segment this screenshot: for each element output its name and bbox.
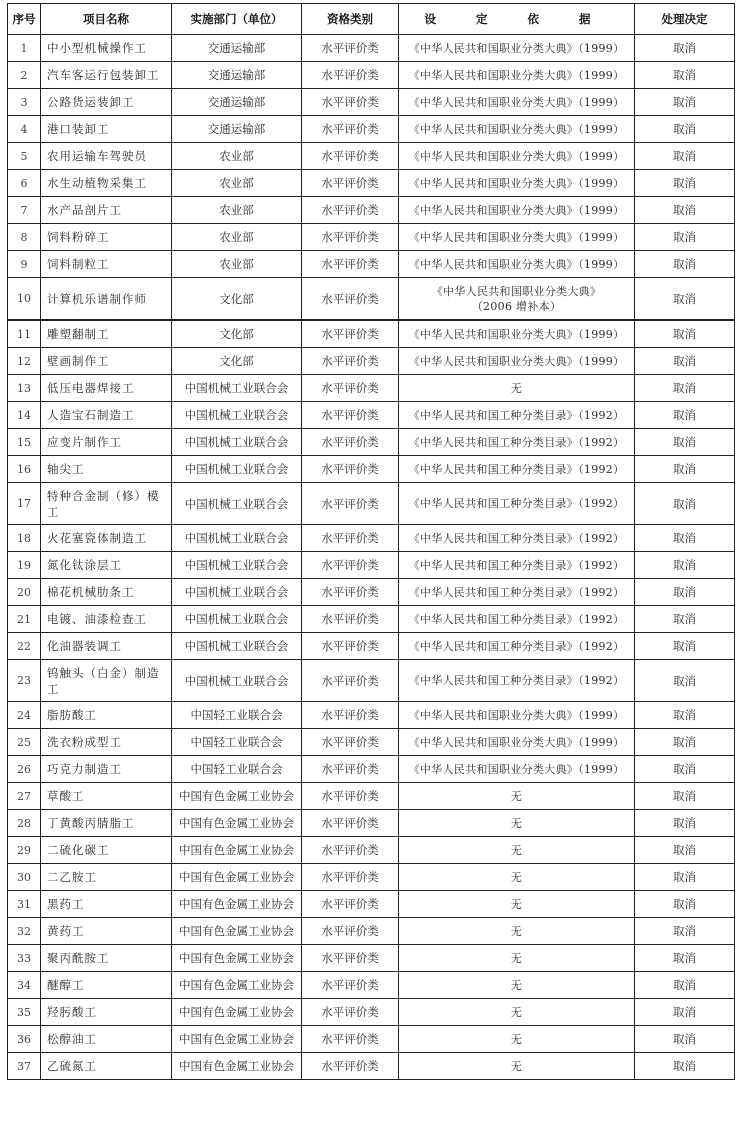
department-cell: 交通运输部 <box>172 35 302 62</box>
basis-cell: 《中华人民共和国职业分类大典》（1999） <box>399 143 635 170</box>
item-name-cell: 羟肟酸工 <box>41 999 172 1026</box>
decision-cell: 取消 <box>635 224 735 251</box>
table-row <box>8 251 735 278</box>
qualification-category-cell: 水平评价类 <box>302 62 399 89</box>
row-index-cell: 21 <box>8 606 41 633</box>
table-row <box>8 891 735 918</box>
basis-cell: 《中华人民共和国工种分类目录》（1992） <box>399 633 635 660</box>
item-name-cell: 钨触头（白金）制造工 <box>41 660 172 702</box>
decision-cell: 取消 <box>635 143 735 170</box>
table-row <box>8 702 735 729</box>
basis-cell: 《中华人民共和国职业分类大典》（1999） <box>399 756 635 783</box>
decision-cell: 取消 <box>635 783 735 810</box>
row-index-cell: 10 <box>8 278 41 321</box>
item-name-cell: 低压电器焊接工 <box>41 375 172 402</box>
department-cell: 交通运输部 <box>172 89 302 116</box>
basis-cell: 无 <box>399 810 635 837</box>
table-row <box>8 783 735 810</box>
item-name-cell: 雕塑翻制工 <box>41 320 172 348</box>
table-row <box>8 810 735 837</box>
department-cell: 文化部 <box>172 278 302 321</box>
department-cell: 中国机械工业联合会 <box>172 633 302 660</box>
qualification-category-cell: 水平评价类 <box>302 116 399 143</box>
item-name-cell: 草酸工 <box>41 783 172 810</box>
decision-cell: 取消 <box>635 660 735 702</box>
item-name-cell: 黑药工 <box>41 891 172 918</box>
decision-cell: 取消 <box>635 891 735 918</box>
basis-cell: 《中华人民共和国职业分类大典》（1999） <box>399 224 635 251</box>
department-cell: 中国有色金属工业协会 <box>172 972 302 999</box>
header-category: 资格类别 <box>302 4 399 35</box>
decision-cell: 取消 <box>635 702 735 729</box>
item-name-cell: 巧克力制造工 <box>41 756 172 783</box>
row-index-cell: 9 <box>8 251 41 278</box>
basis-cell: 《中华人民共和国职业分类大典》（1999） <box>399 116 635 143</box>
table-row <box>8 62 735 89</box>
basis-cell: 《中华人民共和国工种分类目录》（1992） <box>399 579 635 606</box>
decision-cell: 取消 <box>635 837 735 864</box>
item-name-cell: 计算机乐谱制作师 <box>41 278 172 321</box>
department-cell: 中国机械工业联合会 <box>172 660 302 702</box>
cancelled-qualifications-table <box>7 3 735 1080</box>
department-cell: 中国有色金属工业协会 <box>172 945 302 972</box>
basis-cell: 《中华人民共和国工种分类目录》（1992） <box>399 402 635 429</box>
basis-cell: 《中华人民共和国工种分类目录》（1992） <box>399 606 635 633</box>
basis-cell: 无 <box>399 837 635 864</box>
decision-cell: 取消 <box>635 810 735 837</box>
row-index-cell: 30 <box>8 864 41 891</box>
decision-cell: 取消 <box>635 1026 735 1053</box>
table-row <box>8 483 735 525</box>
basis-cell: 无 <box>399 1026 635 1053</box>
table-row <box>8 525 735 552</box>
item-name-cell: 水生动植物采集工 <box>41 170 172 197</box>
item-name-cell: 壁画制作工 <box>41 348 172 375</box>
department-cell: 农业部 <box>172 251 302 278</box>
item-name-cell: 应变片制作工 <box>41 429 172 456</box>
basis-cell: 《中华人民共和国工种分类目录》（1992） <box>399 483 635 525</box>
qualification-category-cell: 水平评价类 <box>302 320 399 348</box>
department-cell: 中国机械工业联合会 <box>172 456 302 483</box>
decision-cell: 取消 <box>635 579 735 606</box>
row-index-cell: 2 <box>8 62 41 89</box>
table-row <box>8 35 735 62</box>
item-name-cell: 轴尖工 <box>41 456 172 483</box>
item-name-cell: 化油器装调工 <box>41 633 172 660</box>
table-row <box>8 579 735 606</box>
basis-cell: 《中华人民共和国工种分类目录》（1992） <box>399 552 635 579</box>
item-name-cell: 醚醇工 <box>41 972 172 999</box>
department-cell: 中国有色金属工业协会 <box>172 1053 302 1080</box>
qualification-category-cell: 水平评价类 <box>302 783 399 810</box>
decision-cell: 取消 <box>635 1053 735 1080</box>
decision-cell: 取消 <box>635 864 735 891</box>
decision-cell: 取消 <box>635 483 735 525</box>
row-index-cell: 5 <box>8 143 41 170</box>
item-name-cell: 火花塞瓷体制造工 <box>41 525 172 552</box>
row-index-cell: 17 <box>8 483 41 525</box>
item-name-cell: 农用运输车驾驶员 <box>41 143 172 170</box>
row-index-cell: 3 <box>8 89 41 116</box>
row-index-cell: 22 <box>8 633 41 660</box>
qualification-category-cell: 水平评价类 <box>302 702 399 729</box>
qualification-category-cell: 水平评价类 <box>302 729 399 756</box>
row-index-cell: 37 <box>8 1053 41 1080</box>
row-index-cell: 18 <box>8 525 41 552</box>
basis-cell: 《中华人民共和国工种分类目录》（1992） <box>399 429 635 456</box>
basis-cell: 《中华人民共和国工种分类目录》（1992） <box>399 525 635 552</box>
decision-cell: 取消 <box>635 197 735 224</box>
decision-cell: 取消 <box>635 170 735 197</box>
row-index-cell: 13 <box>8 375 41 402</box>
decision-cell: 取消 <box>635 945 735 972</box>
qualification-category-cell: 水平评价类 <box>302 224 399 251</box>
header-decision: 处理决定 <box>635 4 735 35</box>
row-index-cell: 19 <box>8 552 41 579</box>
row-index-cell: 1 <box>8 35 41 62</box>
qualification-category-cell: 水平评价类 <box>302 810 399 837</box>
basis-cell: 《中华人民共和国职业分类大典》（1999） <box>399 170 635 197</box>
department-cell: 交通运输部 <box>172 116 302 143</box>
table-row <box>8 224 735 251</box>
qualification-category-cell: 水平评价类 <box>302 429 399 456</box>
table-row <box>8 729 735 756</box>
row-index-cell: 33 <box>8 945 41 972</box>
decision-cell: 取消 <box>635 972 735 999</box>
department-cell: 农业部 <box>172 224 302 251</box>
item-name-cell: 氮化钛涂层工 <box>41 552 172 579</box>
row-index-cell: 27 <box>8 783 41 810</box>
qualification-category-cell: 水平评价类 <box>302 143 399 170</box>
row-index-cell: 31 <box>8 891 41 918</box>
decision-cell: 取消 <box>635 116 735 143</box>
qualification-category-cell: 水平评价类 <box>302 660 399 702</box>
row-index-cell: 6 <box>8 170 41 197</box>
row-index-cell: 20 <box>8 579 41 606</box>
row-index-cell: 14 <box>8 402 41 429</box>
table-row <box>8 552 735 579</box>
qualification-category-cell: 水平评价类 <box>302 402 399 429</box>
qualification-category-cell: 水平评价类 <box>302 197 399 224</box>
basis-cell: 《中华人民共和国职业分类大典》（1999） <box>399 35 635 62</box>
decision-cell: 取消 <box>635 552 735 579</box>
row-index-cell: 24 <box>8 702 41 729</box>
table-row <box>8 375 735 402</box>
item-name-cell: 水产品剖片工 <box>41 197 172 224</box>
qualification-category-cell: 水平评价类 <box>302 945 399 972</box>
department-cell: 中国机械工业联合会 <box>172 402 302 429</box>
decision-cell: 取消 <box>635 999 735 1026</box>
row-index-cell: 8 <box>8 224 41 251</box>
department-cell: 中国有色金属工业协会 <box>172 891 302 918</box>
qualification-category-cell: 水平评价类 <box>302 972 399 999</box>
row-index-cell: 36 <box>8 1026 41 1053</box>
decision-cell: 取消 <box>635 918 735 945</box>
basis-cell: 无 <box>399 1053 635 1080</box>
basis-cell: 无 <box>399 375 635 402</box>
qualification-category-cell: 水平评价类 <box>302 456 399 483</box>
qualification-category-cell: 水平评价类 <box>302 918 399 945</box>
table-row <box>8 116 735 143</box>
table-row <box>8 89 735 116</box>
item-name-cell: 洗衣粉成型工 <box>41 729 172 756</box>
department-cell: 交通运输部 <box>172 62 302 89</box>
decision-cell: 取消 <box>635 429 735 456</box>
table-row <box>8 756 735 783</box>
row-index-cell: 16 <box>8 456 41 483</box>
header-basis: 设 定 依 据 <box>399 4 635 35</box>
department-cell: 中国机械工业联合会 <box>172 525 302 552</box>
row-index-cell: 35 <box>8 999 41 1026</box>
basis-cell: 无 <box>399 999 635 1026</box>
item-name-cell: 公路货运装卸工 <box>41 89 172 116</box>
qualification-category-cell: 水平评价类 <box>302 606 399 633</box>
row-index-cell: 32 <box>8 918 41 945</box>
table-row <box>8 972 735 999</box>
qualification-category-cell: 水平评价类 <box>302 579 399 606</box>
table-row <box>8 1053 735 1080</box>
qualification-category-cell: 水平评价类 <box>302 837 399 864</box>
basis-cell: 《中华人民共和国职业分类大典》（1999） <box>399 62 635 89</box>
row-index-cell: 11 <box>8 320 41 348</box>
table-row <box>8 864 735 891</box>
item-name-cell: 电镀、油漆检查工 <box>41 606 172 633</box>
qualification-category-cell: 水平评价类 <box>302 348 399 375</box>
decision-cell: 取消 <box>635 729 735 756</box>
item-name-cell: 二乙胺工 <box>41 864 172 891</box>
basis-cell: 无 <box>399 918 635 945</box>
header-item-name: 项目名称 <box>41 4 172 35</box>
decision-cell: 取消 <box>635 456 735 483</box>
basis-cell: 无 <box>399 891 635 918</box>
basis-cell: 《中华人民共和国职业分类大典》（1999） <box>399 197 635 224</box>
row-index-cell: 28 <box>8 810 41 837</box>
decision-cell: 取消 <box>635 525 735 552</box>
row-index-cell: 25 <box>8 729 41 756</box>
decision-cell: 取消 <box>635 402 735 429</box>
table-row <box>8 633 735 660</box>
item-name-cell: 特种合金制（修）模工 <box>41 483 172 525</box>
department-cell: 中国有色金属工业协会 <box>172 864 302 891</box>
item-name-cell: 松醇油工 <box>41 1026 172 1053</box>
basis-cell: 无 <box>399 972 635 999</box>
department-cell: 中国轻工业联合会 <box>172 756 302 783</box>
decision-cell: 取消 <box>635 633 735 660</box>
department-cell: 中国机械工业联合会 <box>172 579 302 606</box>
header-row <box>8 4 735 35</box>
basis-cell: 《中华人民共和国职业分类大典》 （2006 增补本） <box>399 278 635 321</box>
decision-cell: 取消 <box>635 606 735 633</box>
decision-cell: 取消 <box>635 278 735 321</box>
qualification-category-cell: 水平评价类 <box>302 483 399 525</box>
table-row <box>8 402 735 429</box>
decision-cell: 取消 <box>635 89 735 116</box>
department-cell: 中国有色金属工业协会 <box>172 999 302 1026</box>
table-row <box>8 348 735 375</box>
item-name-cell: 聚丙酰胺工 <box>41 945 172 972</box>
header-department: 实施部门（单位） <box>172 4 302 35</box>
item-name-cell: 黄药工 <box>41 918 172 945</box>
table-row <box>8 945 735 972</box>
qualification-category-cell: 水平评价类 <box>302 278 399 321</box>
basis-cell: 无 <box>399 783 635 810</box>
department-cell: 文化部 <box>172 348 302 375</box>
department-cell: 中国机械工业联合会 <box>172 606 302 633</box>
decision-cell: 取消 <box>635 375 735 402</box>
table-row <box>8 143 735 170</box>
item-name-cell: 港口装卸工 <box>41 116 172 143</box>
basis-cell: 《中华人民共和国职业分类大典》（1999） <box>399 89 635 116</box>
row-index-cell: 34 <box>8 972 41 999</box>
table-row <box>8 278 735 321</box>
department-cell: 中国机械工业联合会 <box>172 552 302 579</box>
basis-cell: 《中华人民共和国职业分类大典》（1999） <box>399 251 635 278</box>
qualification-category-cell: 水平评价类 <box>302 375 399 402</box>
department-cell: 中国轻工业联合会 <box>172 702 302 729</box>
qualification-category-cell: 水平评价类 <box>302 633 399 660</box>
decision-cell: 取消 <box>635 348 735 375</box>
department-cell: 中国机械工业联合会 <box>172 375 302 402</box>
row-index-cell: 23 <box>8 660 41 702</box>
table-row <box>8 1026 735 1053</box>
qualification-category-cell: 水平评价类 <box>302 251 399 278</box>
item-name-cell: 饲料制粒工 <box>41 251 172 278</box>
item-name-cell: 丁黄酸丙腈脂工 <box>41 810 172 837</box>
department-cell: 中国有色金属工业协会 <box>172 1026 302 1053</box>
department-cell: 文化部 <box>172 320 302 348</box>
basis-cell: 《中华人民共和国职业分类大典》（1999） <box>399 348 635 375</box>
item-name-cell: 棉花机械肋条工 <box>41 579 172 606</box>
basis-cell: 无 <box>399 945 635 972</box>
basis-cell: 无 <box>399 864 635 891</box>
item-name-cell: 脂肪酸工 <box>41 702 172 729</box>
basis-cell: 《中华人民共和国职业分类大典》（1999） <box>399 702 635 729</box>
table-row <box>8 320 735 348</box>
basis-cell: 《中华人民共和国职业分类大典》（1999） <box>399 729 635 756</box>
basis-cell: 《中华人民共和国工种分类目录》（1992） <box>399 456 635 483</box>
qualification-category-cell: 水平评价类 <box>302 89 399 116</box>
department-cell: 中国有色金属工业协会 <box>172 918 302 945</box>
qualification-category-cell: 水平评价类 <box>302 999 399 1026</box>
department-cell: 中国轻工业联合会 <box>172 729 302 756</box>
row-index-cell: 29 <box>8 837 41 864</box>
basis-cell: 《中华人民共和国职业分类大典》（1999） <box>399 320 635 348</box>
item-name-cell: 人造宝石制造工 <box>41 402 172 429</box>
qualification-category-cell: 水平评价类 <box>302 35 399 62</box>
table-row <box>8 429 735 456</box>
table-row <box>8 837 735 864</box>
decision-cell: 取消 <box>635 756 735 783</box>
qualification-category-cell: 水平评价类 <box>302 756 399 783</box>
department-cell: 中国有色金属工业协会 <box>172 810 302 837</box>
decision-cell: 取消 <box>635 62 735 89</box>
department-cell: 中国有色金属工业协会 <box>172 837 302 864</box>
item-name-cell: 中小型机械操作工 <box>41 35 172 62</box>
item-name-cell: 二硫化碳工 <box>41 837 172 864</box>
row-index-cell: 12 <box>8 348 41 375</box>
qualification-category-cell: 水平评价类 <box>302 891 399 918</box>
header-index: 序号 <box>8 4 41 35</box>
table-row <box>8 999 735 1026</box>
table-row <box>8 660 735 702</box>
qualification-category-cell: 水平评价类 <box>302 1026 399 1053</box>
decision-cell: 取消 <box>635 320 735 348</box>
department-cell: 中国机械工业联合会 <box>172 429 302 456</box>
table-row <box>8 456 735 483</box>
table-row <box>8 170 735 197</box>
row-index-cell: 7 <box>8 197 41 224</box>
department-cell: 农业部 <box>172 197 302 224</box>
qualification-category-cell: 水平评价类 <box>302 170 399 197</box>
qualification-category-cell: 水平评价类 <box>302 552 399 579</box>
qualification-category-cell: 水平评价类 <box>302 1053 399 1080</box>
department-cell: 农业部 <box>172 143 302 170</box>
item-name-cell: 饲料粉碎工 <box>41 224 172 251</box>
decision-cell: 取消 <box>635 251 735 278</box>
row-index-cell: 15 <box>8 429 41 456</box>
item-name-cell: 乙硫氮工 <box>41 1053 172 1080</box>
table-row <box>8 606 735 633</box>
basis-cell: 《中华人民共和国工种分类目录》（1992） <box>399 660 635 702</box>
qualification-category-cell: 水平评价类 <box>302 525 399 552</box>
row-index-cell: 4 <box>8 116 41 143</box>
row-index-cell: 26 <box>8 756 41 783</box>
department-cell: 中国机械工业联合会 <box>172 483 302 525</box>
table-row <box>8 197 735 224</box>
table-row <box>8 918 735 945</box>
decision-cell: 取消 <box>635 35 735 62</box>
department-cell: 中国有色金属工业协会 <box>172 783 302 810</box>
department-cell: 农业部 <box>172 170 302 197</box>
qualification-category-cell: 水平评价类 <box>302 864 399 891</box>
item-name-cell: 汽车客运行包装卸工 <box>41 62 172 89</box>
